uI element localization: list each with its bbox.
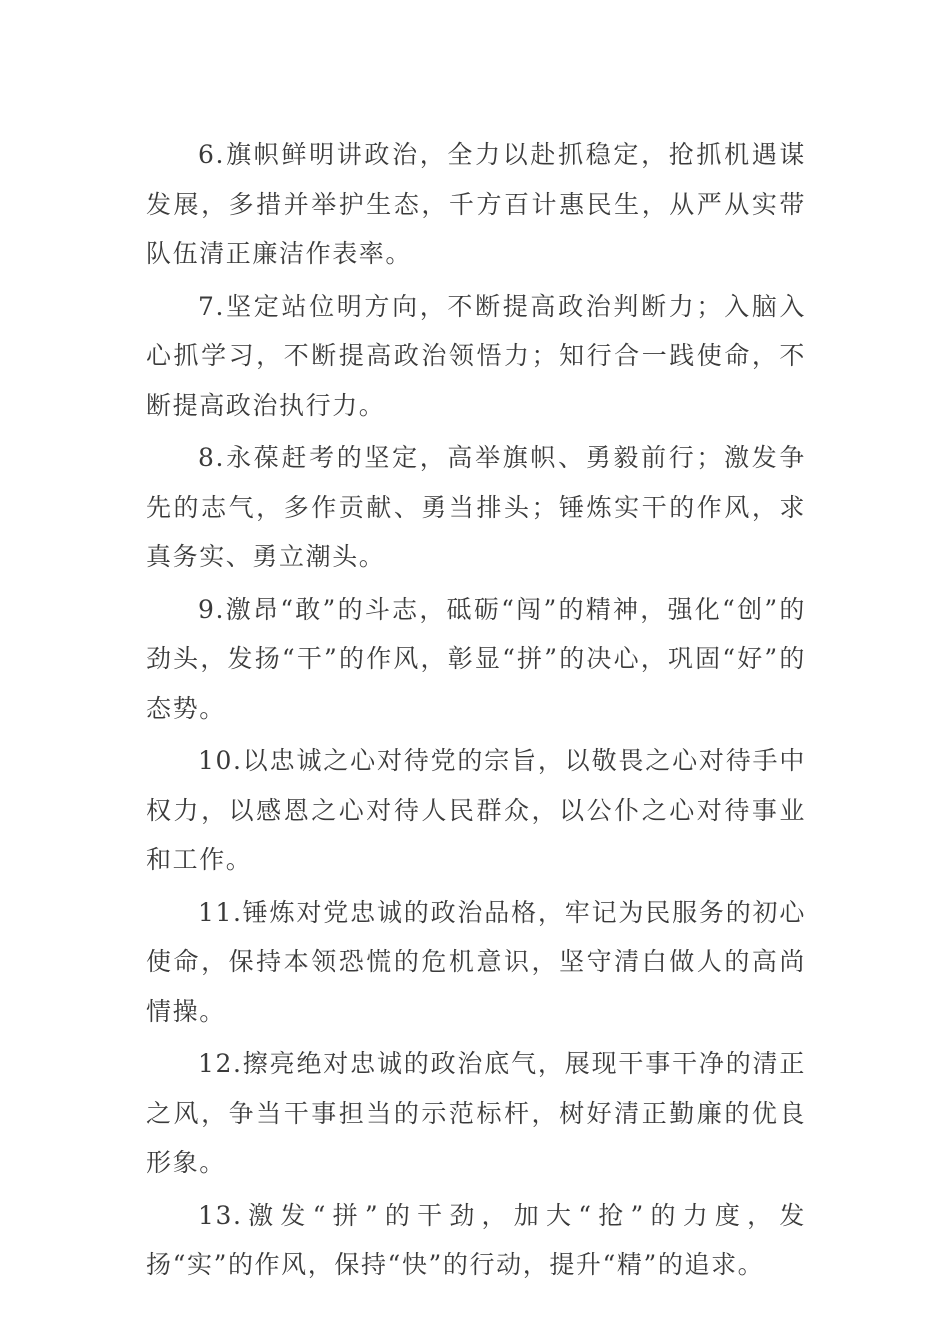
paragraph-10: 10.以忠诚之心对待党的宗旨，以敬畏之心对待手中权力，以感恩之心对待人民群众，以公仆之心对待事业和工作。 [146, 746, 806, 874]
paragraph-13: 13.激发“拼”的干劲，加大“抢”的力度，发扬“实”的作风，保持“快”的行动，提升“精”的追求。 [146, 1200, 806, 1279]
paragraph-7: 7.坚定站位明方向，不断提高政治判断力；入脑入心抓学习，不断提高政治领悟力；知行合一践使命，不断提高政治执行力。 [146, 291, 806, 420]
paragraph-12: 12.擦亮绝对忠诚的政治底气，展现干事干净的清正之风，争当干事担当的示范标杆，树好清正勤廉的优良形象。 [146, 1049, 806, 1177]
paragraph-11: 11.锤炼对党忠诚的政治品格，牢记为民服务的初心使命，保持本领恐慌的危机意识，坚守清白做人的高尚情操。 [146, 897, 806, 1026]
paragraph-6: 6.旗帜鲜明讲政治，全力以赴抓稳定，抢抓机遇谋发展，多措并举护生态，千方百计惠民生，从严从实带队伍清正廉洁作表率。 [146, 140, 806, 268]
document-body [146, 130, 806, 1293]
paragraph-8: 8.永葆赶考的坚定，高举旗帜、勇毅前行；激发争先的志气，多作贡献、勇当排头；锤炼实干的作风，求真务实、勇立潮头。 [146, 443, 806, 571]
paragraph-9: 9.激昂“敢”的斗志，砥砺“闯”的精神，强化“创”的劲头，发扬“干”的作风，彰显“拼”的决心，巩固“好”的态势。 [146, 594, 806, 723]
